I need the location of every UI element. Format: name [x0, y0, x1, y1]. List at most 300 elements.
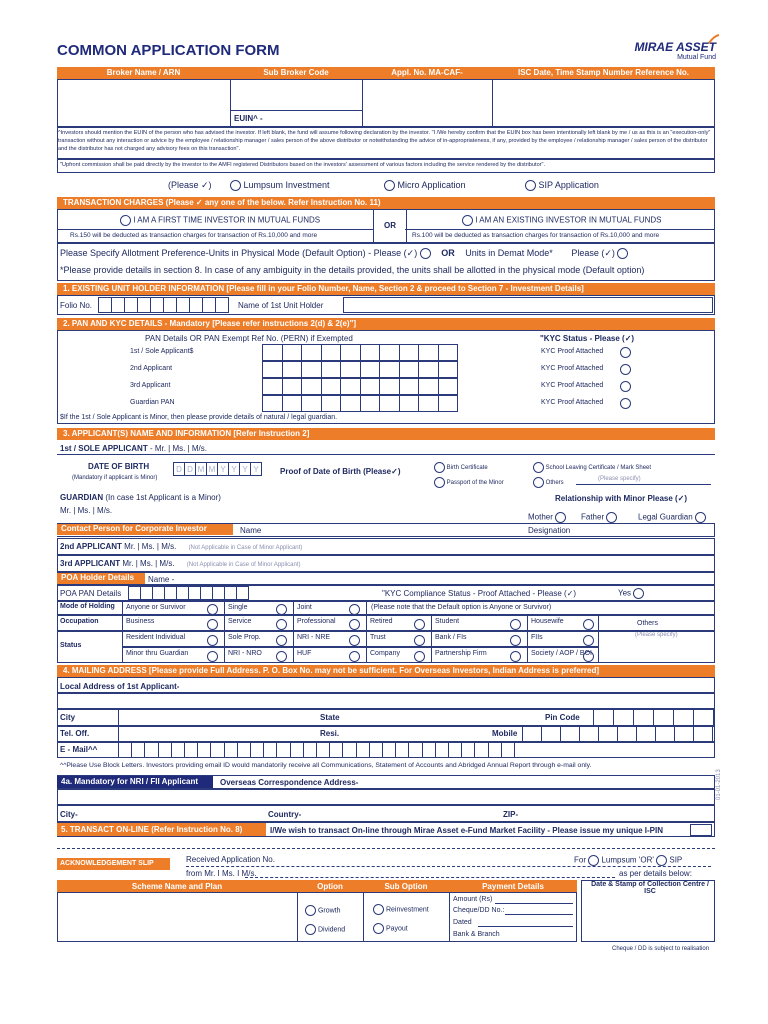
dob-char-box[interactable]: Y	[250, 462, 262, 476]
pan-row-label: 1st / Sole Applicant$	[130, 348, 194, 355]
dob-char-box[interactable]: D	[184, 462, 196, 476]
grid-row-label: Status	[60, 642, 82, 649]
radio-icon[interactable]	[207, 635, 218, 646]
pan-char-box[interactable]	[262, 361, 283, 378]
micro-option[interactable]	[384, 180, 466, 191]
allotment-line2: *Please provide details in section 8. In case of any ambiguity in the details provided, the units shall be allotted in the physical mode (Default option)	[60, 265, 645, 275]
s5-text: I/We wish to transact On-line through Mirae Asset e-Fund Market Facility - Please issue my unique I-PIN	[270, 826, 663, 835]
from-input[interactable]	[245, 877, 615, 878]
radio-icon[interactable]	[349, 604, 360, 615]
kyc-proof-label: KYC Proof Attached	[541, 348, 604, 355]
radio-icon[interactable]	[207, 604, 218, 615]
grid-option-label: Society / AOP / BOI	[531, 650, 592, 657]
pan-char-box[interactable]	[418, 361, 439, 378]
logo-swoosh-icon	[708, 34, 720, 44]
pan-char-box[interactable]	[399, 378, 420, 395]
received-input[interactable]	[186, 866, 711, 867]
radio-icon[interactable]	[207, 651, 218, 662]
ack-scheme-cell[interactable]	[57, 892, 298, 942]
grid-row-label: Occupation	[60, 618, 99, 625]
pan-char-box[interactable]	[262, 344, 283, 361]
second-applicant-label: 2nd APPLICANT	[60, 542, 122, 551]
relationship-label: Relationship with Minor Please (✓)	[555, 494, 688, 503]
folio-digit-box[interactable]	[202, 297, 216, 313]
kyc-proof-label: KYC Proof Attached	[541, 399, 604, 406]
radio-icon[interactable]	[276, 619, 287, 630]
dob-char-box[interactable]: D	[173, 462, 185, 476]
mother-option[interactable]	[528, 512, 566, 523]
grid-option-cell[interactable]	[431, 631, 528, 647]
mobile-digit-box[interactable]	[617, 726, 637, 742]
grid-option-label: Company	[370, 650, 400, 657]
birth-cert-option[interactable]	[434, 462, 488, 473]
pan-row-label: 3rd Applicant	[130, 382, 171, 389]
first-holder-label: Name of 1st Unit Holder	[238, 301, 324, 310]
existing-investor-option[interactable]	[462, 215, 661, 226]
pan-char-box[interactable]	[321, 378, 342, 395]
pan-char-box[interactable]	[360, 344, 381, 361]
guardian-label: GUARDIAN	[60, 493, 104, 502]
radio-icon[interactable]	[510, 651, 521, 662]
stamp-label: Date & Stamp of Collection Centre / ISC	[591, 881, 709, 895]
page-title: COMMON APPLICATION FORM	[57, 42, 280, 59]
ack-lumpsum-label: Lumpsum	[601, 855, 637, 865]
dob-char-box[interactable]: M	[206, 462, 218, 476]
first-investor-option[interactable]	[120, 215, 320, 226]
radio-icon[interactable]	[510, 619, 521, 630]
allotment-or: OR	[441, 248, 455, 258]
pan-char-box[interactable]	[282, 378, 303, 395]
legal-guardian-label: Legal Guardian	[638, 512, 693, 522]
cheque-label: Cheque/DD No.:	[453, 907, 505, 914]
third-na: (Not Applicable in Case of Minor Applicant)	[186, 562, 301, 568]
pan-char-box[interactable]	[282, 395, 303, 412]
mobile-digit-box[interactable]	[522, 726, 542, 742]
contact-name-label: Name	[240, 526, 262, 535]
radio-icon[interactable]	[583, 651, 594, 662]
kyc-proof-label: KYC Proof Attached	[541, 365, 604, 372]
s5-box	[57, 822, 715, 837]
grid-option-cell[interactable]	[224, 631, 294, 647]
grid-option-label: Minor thru Guardian	[126, 650, 189, 657]
dob-proof-label: Proof of Date of Birth (Please✓)	[280, 467, 401, 476]
sip-label: SIP Application	[538, 180, 599, 190]
payout-option[interactable]	[373, 923, 408, 934]
mobile-digit-box[interactable]	[655, 726, 675, 742]
poa-pan-row	[57, 585, 715, 601]
dob-char-box[interactable]: Y	[228, 462, 240, 476]
side-code: 01-01-2013	[716, 769, 722, 800]
radio-icon[interactable]	[617, 248, 628, 259]
tel-label: Tel. Off.	[60, 729, 90, 738]
overseas-line2[interactable]	[57, 789, 715, 805]
amount-input[interactable]	[495, 903, 573, 904]
pan-char-box[interactable]	[262, 395, 283, 412]
passport-option[interactable]	[434, 477, 504, 488]
euin-note-box	[57, 127, 715, 159]
dob-char-box[interactable]: M	[195, 462, 207, 476]
grid-option-label: HUF	[297, 650, 312, 657]
poa-pan-label: POA PAN Details	[60, 589, 122, 598]
first-applicant-name-input[interactable]	[57, 454, 715, 459]
zip-label: ZIP-	[503, 810, 519, 819]
s5-header: 5. TRANSACT ON-LINE (Refer Instruction No. 8)	[57, 823, 266, 836]
folio-digit-box[interactable]	[215, 297, 229, 313]
others-input[interactable]	[576, 484, 711, 485]
legal-guardian-option[interactable]	[638, 512, 706, 523]
guardian-note: (In case 1st Applicant is a Minor)	[105, 493, 221, 502]
resi-label: Resi.	[320, 729, 340, 738]
pan-char-box[interactable]	[301, 395, 322, 412]
pin-label: Pin Code	[545, 713, 580, 722]
grid-option-label: Bank / FIs	[435, 634, 467, 641]
pan-char-box[interactable]	[301, 378, 322, 395]
kyc-yes-label: Yes	[618, 588, 632, 598]
logo-sub: Mutual Fund	[677, 54, 716, 61]
radio-icon[interactable]	[276, 635, 287, 646]
local-address-label: Local Address of 1st Applicant-	[60, 682, 180, 691]
existing-investor-label: I AM AN EXISTING INVESTOR IN MUTUAL FUNDS	[475, 215, 662, 225]
radio-icon[interactable]	[276, 604, 287, 615]
grid-option-cell[interactable]	[293, 601, 367, 615]
mobile-digit-box[interactable]	[693, 726, 713, 742]
first-holder-input[interactable]	[343, 297, 713, 313]
ack-lumpsum-radio[interactable]	[588, 855, 599, 866]
ack-col-payment: Payment Details	[482, 882, 544, 891]
grid-option-label: Single	[228, 604, 248, 611]
others-option[interactable]	[533, 477, 564, 488]
second-applicant-box	[57, 538, 715, 555]
state-label: State	[320, 713, 340, 722]
ack-sip-label: SIP	[669, 855, 683, 865]
others-label: Others	[545, 480, 564, 487]
pan-char-box[interactable]	[340, 378, 361, 395]
grid-option-label: Professional	[297, 618, 336, 625]
growth-option[interactable]	[305, 905, 341, 916]
brand-logo	[624, 38, 716, 61]
pan-char-box[interactable]	[379, 361, 400, 378]
folio-digit-box[interactable]	[150, 297, 164, 313]
dated-input[interactable]	[478, 926, 573, 927]
radio-icon[interactable]	[583, 619, 594, 630]
mother-label: Mother	[528, 512, 553, 522]
grid-option-label: Trust	[370, 634, 386, 641]
school-option[interactable]	[533, 462, 651, 473]
radio-icon[interactable]	[510, 635, 521, 646]
grid-option-cell[interactable]	[293, 631, 367, 647]
grid-option-cell[interactable]	[122, 647, 225, 663]
pan-char-box[interactable]	[282, 344, 303, 361]
radio-icon[interactable]	[525, 180, 536, 191]
pan-char-box[interactable]	[438, 361, 459, 378]
pin-digit-box[interactable]	[653, 709, 674, 726]
txn-or: OR	[373, 209, 407, 243]
overseas-input[interactable]	[57, 775, 715, 789]
dob-note: (Mandatory if applicant is Minor)	[72, 475, 158, 481]
grid-option-cell[interactable]	[366, 615, 432, 631]
from-label: from Mr. I Ms. I M/s.	[186, 869, 257, 878]
country-label: Country-	[268, 810, 302, 819]
occupation-specify-label: (Please specify)	[635, 632, 678, 638]
city-label: City	[60, 713, 76, 722]
grid-option-label: NRI - NRE	[297, 634, 331, 641]
kyc-proof-label: KYC Proof Attached	[541, 382, 604, 389]
upfront-box	[57, 159, 715, 173]
grid-option-cell[interactable]	[293, 615, 367, 631]
broker-field[interactable]	[57, 79, 231, 127]
pin-digit-box[interactable]	[693, 709, 714, 726]
received-label: Received Application No.	[186, 855, 275, 864]
contact-row[interactable]	[57, 523, 715, 537]
pan-char-box[interactable]	[379, 395, 400, 412]
radio-icon[interactable]	[349, 619, 360, 630]
pan-head: PAN Details OR PAN Exempt Ref No. (PERN) if Exempted	[145, 334, 353, 343]
kyc-compliance-label: "KYC Compliance Status - Proof Attached - Please (✓)	[382, 589, 577, 598]
pan-char-box[interactable]	[438, 378, 459, 395]
radio-icon[interactable]	[276, 651, 287, 662]
radio-icon[interactable]	[207, 619, 218, 630]
mobile-digit-box[interactable]	[636, 726, 656, 742]
pan-char-box[interactable]	[360, 378, 381, 395]
third-applicant-title: Mr. | Ms. | M/s.	[122, 559, 175, 568]
grid-option-cell[interactable]	[527, 631, 599, 647]
first-applicant-label: 1st / SOLE APPLICANT	[60, 444, 148, 453]
pan-note: $If the 1st / Sole Applicant is Minor, then please provide details of natural / legal guardian.	[60, 414, 338, 421]
grid-option-label: Anyone or Survivor	[126, 604, 186, 611]
radio-icon[interactable]	[462, 215, 473, 226]
grid-option-cell[interactable]	[431, 647, 528, 663]
grid-option-cell[interactable]	[366, 647, 432, 663]
pan-char-box[interactable]	[379, 344, 400, 361]
pan-char-box[interactable]	[399, 395, 420, 412]
grid-option-label: Service	[228, 618, 252, 625]
grid-option-cell[interactable]	[527, 615, 599, 631]
ack-sip-radio[interactable]	[656, 855, 667, 866]
allotment-demat: Units in Demat Mode*	[465, 248, 553, 258]
pan-char-box[interactable]	[321, 395, 342, 412]
radio-icon[interactable]	[414, 619, 425, 630]
txn-charges-header: TRANSACTION CHARGES (Please ✓ any one of the below. Refer Instruction No. 11)	[57, 197, 715, 209]
dob-label: DATE OF BIRTH	[88, 462, 150, 471]
pan-char-box[interactable]	[282, 361, 303, 378]
first-investor-label: I AM A FIRST TIME INVESTOR IN MUTUAL FUNDS	[133, 215, 321, 225]
pin-digit-box[interactable]	[593, 709, 614, 726]
allotment-please: Please (✓)	[571, 248, 615, 258]
grid-option-label: FIIs	[531, 634, 543, 641]
pan-char-box[interactable]	[360, 395, 381, 412]
grid-option-cell[interactable]	[122, 615, 225, 631]
grid-option-cell[interactable]	[293, 647, 367, 663]
mobile-digit-box[interactable]	[579, 726, 599, 742]
third-applicant-label: 3rd APPLICANT	[60, 559, 121, 568]
pan-char-box[interactable]	[340, 344, 361, 361]
radio-icon[interactable]	[583, 635, 594, 646]
radio-icon[interactable]	[414, 635, 425, 646]
pan-char-box[interactable]	[418, 395, 439, 412]
radio-icon[interactable]	[349, 635, 360, 646]
dividend-option[interactable]	[305, 924, 345, 935]
isc-field[interactable]	[492, 79, 715, 127]
grid-option-cell[interactable]	[431, 615, 528, 631]
pan-char-box[interactable]	[301, 344, 322, 361]
micro-label: Micro Application	[397, 180, 466, 190]
pan-char-box[interactable]	[399, 361, 420, 378]
cheque-input[interactable]	[505, 914, 573, 915]
ack-suboption-cell	[363, 892, 450, 942]
second-applicant-title: Mr. | Ms. | M/s.	[124, 542, 177, 551]
pan-char-box[interactable]	[438, 344, 459, 361]
ack-or: 'OR'	[638, 855, 654, 865]
grid-option-label: Housewife	[531, 618, 564, 625]
folio-digit-box[interactable]	[98, 297, 112, 313]
mobile-digit-box[interactable]	[541, 726, 561, 742]
grid-option-cell[interactable]	[122, 601, 225, 615]
grid-option-label: Partnership Firm	[435, 650, 487, 657]
grid-option-cell[interactable]	[224, 647, 294, 663]
kyc-radio-icon[interactable]	[620, 347, 631, 358]
passport-label: Passport of the Minor	[446, 480, 504, 487]
radio-icon[interactable]	[420, 248, 431, 259]
pan-char-box[interactable]	[321, 361, 342, 378]
second-na: (Not Applicable in Case of Minor Applicant)	[188, 545, 303, 551]
reinvest-label: Reinvestment	[385, 906, 429, 914]
upfront-note: "Upfront commission shall be paid directly by the investor to the AMFI registered Distributors based on the investors' assessment of various factors including the service rendered by the distributor".	[60, 162, 546, 168]
dob-char-box[interactable]: Y	[239, 462, 251, 476]
grid-option-cell[interactable]	[224, 601, 294, 615]
col-appl: Appl. No. MA-CAF-	[391, 68, 463, 77]
pan-char-box[interactable]	[379, 378, 400, 395]
email-note: ^^Please Use Block Letters. Investors providing email ID would mandatorily receive all Communications, Statement of Accounts and Abridged Annual Report through e-mail only.	[60, 762, 592, 769]
local-address-line2[interactable]	[57, 693, 715, 709]
birth-cert-label: Birth Certificate	[446, 465, 488, 472]
folio-digit-box[interactable]	[137, 297, 151, 313]
poa-name-row[interactable]	[57, 572, 715, 585]
city2-label: City-	[60, 810, 78, 819]
grid-option-cell[interactable]	[366, 631, 432, 647]
lumpsum-option[interactable]	[230, 180, 330, 191]
grid-option-cell[interactable]	[527, 647, 599, 663]
city2-row[interactable]	[57, 805, 715, 822]
pan-char-box[interactable]	[340, 361, 361, 378]
kyc-radio-icon[interactable]	[620, 381, 631, 392]
existing-note: Rs.100 will be deducted as transaction charges for transaction of Rs.10,000 and more	[412, 232, 660, 239]
pan-char-box[interactable]	[399, 344, 420, 361]
sip-option[interactable]	[525, 180, 599, 191]
pan-char-box[interactable]	[301, 361, 322, 378]
payout-label: Payout	[385, 925, 408, 933]
radio-icon[interactable]	[349, 651, 360, 662]
dividend-label: Dividend	[317, 926, 346, 934]
pan-char-box[interactable]	[418, 344, 439, 361]
as-per-label: as per details below:	[619, 869, 692, 878]
cut-line	[57, 848, 715, 849]
reinvest-option[interactable]	[373, 904, 429, 915]
mobile-digit-box[interactable]	[598, 726, 618, 742]
grid-option-label: NRI - NRO	[228, 650, 262, 657]
holding-default-note: (Please note that the Default option is Anyone or Survivor)	[371, 604, 552, 611]
allotment-physical: Please Specify Allotment Preference-Units in Physical Mode (Default Option) - Please (✓)	[60, 248, 418, 258]
folio-digit-box[interactable]	[189, 297, 203, 313]
radio-icon[interactable]	[120, 215, 131, 226]
pin-digit-box[interactable]	[613, 709, 634, 726]
radio-icon[interactable]	[230, 180, 241, 191]
ack-col-suboption: Sub Option	[384, 882, 428, 891]
first-applicant-title: - Mr. | Ms. | M/s.	[149, 444, 207, 453]
dob-char-box[interactable]: Y	[217, 462, 229, 476]
app-type-row	[168, 180, 212, 191]
folio-digit-box[interactable]	[176, 297, 190, 313]
pan-row-label: 2nd Applicant	[130, 365, 173, 372]
pin-digit-box[interactable]	[673, 709, 694, 726]
euin-note: ^Investors should mention the EUIN of the person who has advised the investor. If left blank, the fund will assume following declaration by the investor. "I /We hereby confirm that the EUIN box has been intentionally left blank by me / us as this is an "execution-only" transaction without any interaction or advice by the employee / relationship manager / sales person of the above distributor or notwithstanding the advice of in-appropriateness, if any, provided by the employee / relationship manager / sales person of the distributor and the distributor has not charged any advisory fees on this transaction".	[58, 130, 711, 152]
first-applicant-row	[60, 444, 207, 453]
for-label: For	[574, 855, 586, 865]
please-specify-label: (Please specify)	[598, 476, 641, 482]
first-note: Rs.150 will be deducted as transaction charges for transaction of Rs.10,000 and more	[70, 232, 318, 239]
folio-label: Folio No.	[60, 301, 93, 310]
s1-header: 1. EXISTING UNIT HOLDER INFORMATION [Please fill in your Folio Number, Name, Section 2 & proceed to Section 7 - Investment Details]	[57, 283, 715, 295]
poa-name-label: Name -	[148, 575, 175, 584]
stamp-box	[581, 880, 715, 942]
mobile-label: Mobile	[492, 729, 518, 738]
occupation-others-label: Others	[637, 620, 659, 627]
radio-icon[interactable]	[384, 180, 395, 191]
dated-label: Dated	[453, 919, 472, 926]
overseas-label: Overseas Correspondence Address-	[220, 778, 359, 787]
pan-row-label: Guardian PAN	[130, 399, 175, 406]
euin-label: EUIN^ -	[234, 114, 263, 123]
s2-header: 2. PAN AND KYC DETAILS - Mandatory [Please refer instructions 2(d) & 2(e)"]	[57, 318, 715, 330]
appl-field[interactable]	[362, 79, 493, 127]
pin-digit-box[interactable]	[633, 709, 654, 726]
subbroker-field[interactable]	[230, 79, 363, 111]
ack-col-scheme: Scheme Name and Plan	[131, 882, 223, 891]
designation-label: Designation	[528, 526, 571, 535]
grid-option-label: Business	[126, 618, 155, 625]
folio-digit-box[interactable]	[124, 297, 138, 313]
pan-char-box[interactable]	[262, 378, 283, 395]
pan-char-box[interactable]	[321, 344, 342, 361]
grid-option-label: Resident Individual	[126, 634, 186, 641]
folio-digit-box[interactable]	[111, 297, 125, 313]
kyc-radio-icon[interactable]	[620, 398, 631, 409]
app-type-please: (Please ✓)	[168, 180, 212, 190]
father-option[interactable]	[581, 512, 617, 523]
guardian-title: Mr. | Ms. | M/s.	[60, 506, 113, 515]
third-applicant-box	[57, 555, 715, 572]
radio-icon[interactable]	[414, 651, 425, 662]
grid-option-label: Sole Prop.	[228, 634, 261, 641]
grid-option-cell[interactable]	[224, 615, 294, 631]
growth-label: Growth	[317, 907, 341, 915]
local-address-input[interactable]	[57, 677, 715, 693]
mobile-digit-box[interactable]	[674, 726, 694, 742]
ack-label: ACKNOWLEDGEMENT SLIP	[57, 858, 170, 870]
pan-char-box[interactable]	[340, 395, 361, 412]
kyc-head: "KYC Status - Please (✓)	[540, 334, 635, 343]
folio-digit-box[interactable]	[163, 297, 177, 313]
ack-col-option: Option	[317, 882, 343, 891]
pan-char-box[interactable]	[438, 395, 459, 412]
pan-char-box[interactable]	[418, 378, 439, 395]
kyc-radio-icon[interactable]	[620, 364, 631, 375]
pan-char-box[interactable]	[360, 361, 381, 378]
grid-option-cell[interactable]	[122, 631, 225, 647]
col-isc: ISC Date, Time Stamp Number Reference No.	[517, 68, 689, 77]
grid-option-label: Retired	[370, 618, 393, 625]
mobile-digit-box[interactable]	[560, 726, 580, 742]
email-label: E - Mail^^	[60, 745, 98, 754]
